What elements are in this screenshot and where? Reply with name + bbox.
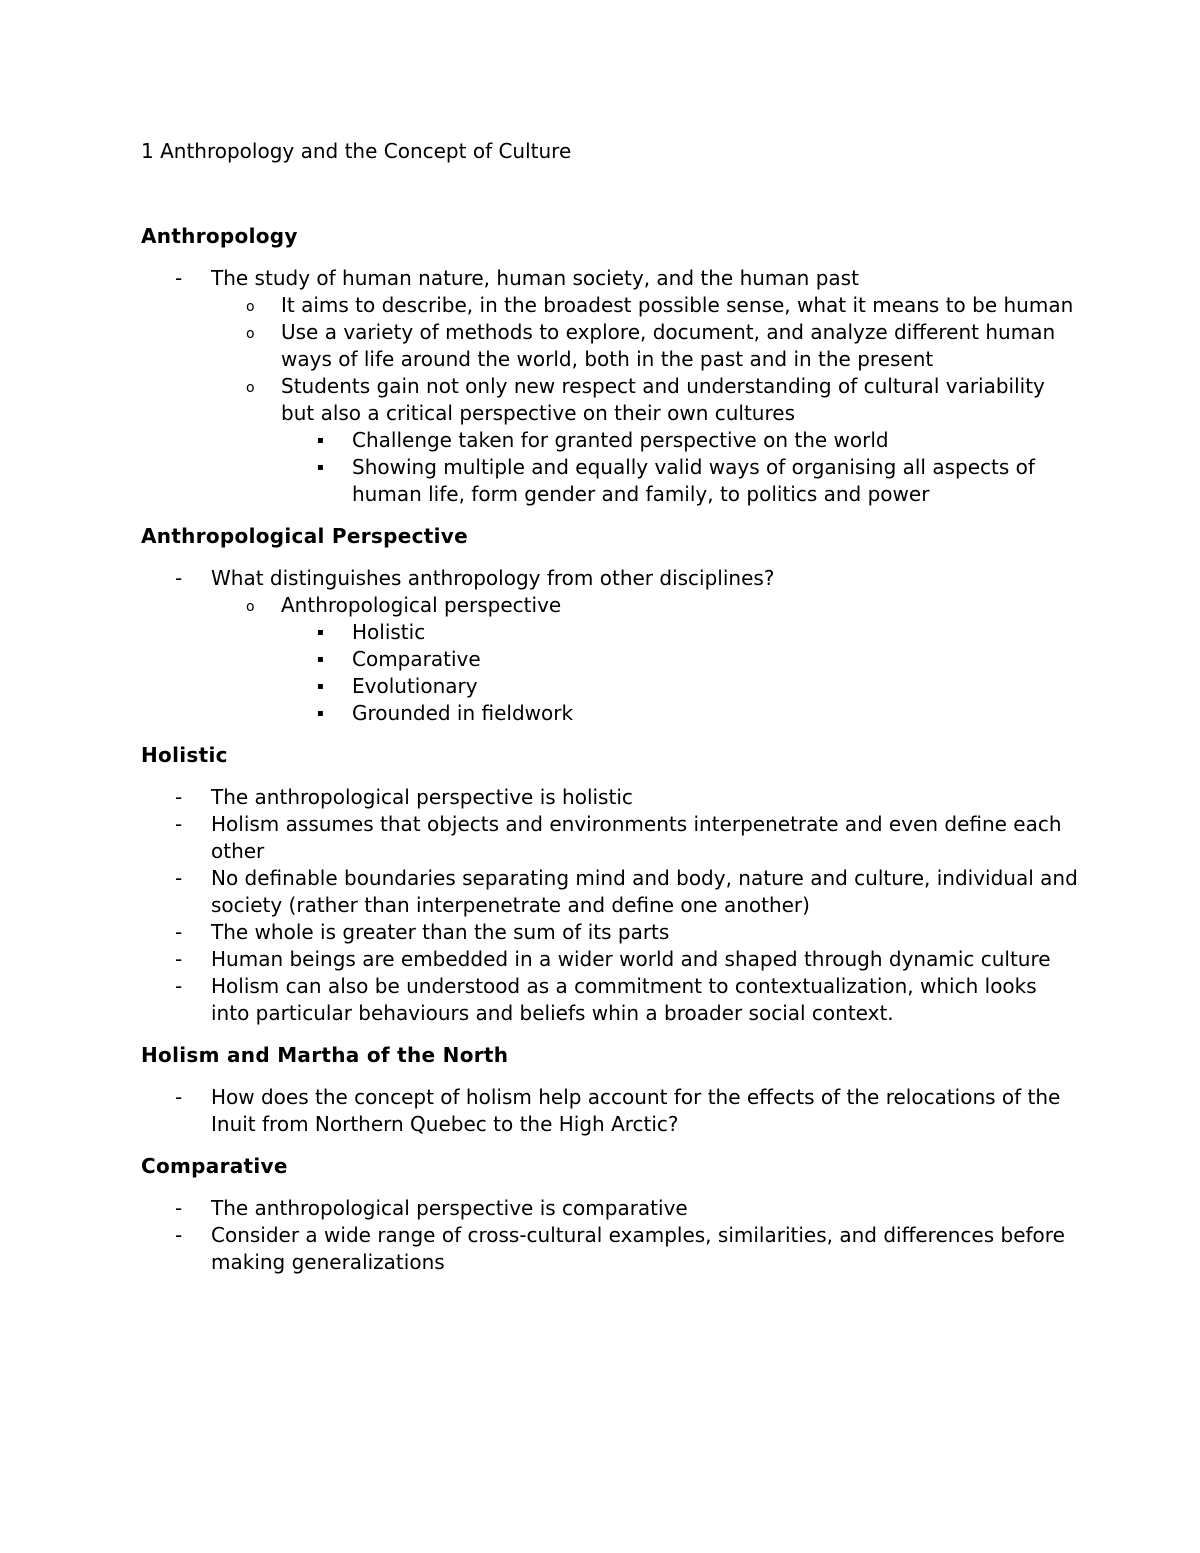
list-item-text: The anthropological perspective is comparative [211, 1196, 688, 1220]
list-item-text: Human beings are embedded in a wider world and shaped through dynamic culture [211, 947, 1051, 971]
section-heading: Anthropology [141, 224, 298, 248]
dash-bullet: - [175, 566, 183, 590]
section [141, 1042, 1081, 1138]
section [141, 742, 1081, 1027]
list-item-text: What distinguishes anthropology from other disciplines? [211, 566, 775, 590]
list-item [141, 784, 1081, 811]
dash-bullet: - [175, 974, 183, 998]
bullet-list [141, 1084, 1081, 1138]
circle-bullet: o [246, 380, 255, 396]
section [141, 523, 1081, 727]
circle-bullet: o [246, 299, 255, 315]
dash-bullet: - [175, 1085, 183, 1109]
list-item-text: The study of human nature, human society, and the human past [211, 266, 859, 290]
bullet-list [141, 784, 1081, 1027]
sub-list [211, 592, 1081, 727]
square-bullet: ▪ [317, 708, 324, 719]
bullet-list [141, 565, 1081, 727]
list-item-text: No definable boundaries separating mind and body, nature and culture, individual and society (rather than interpenetrate and define one another) [211, 866, 1078, 917]
sub-sub-list-item [281, 619, 1081, 646]
dash-bullet: - [175, 812, 183, 836]
list-item-text: Consider a wide range of cross-cultural examples, similarities, and differences before making generalizations [211, 1223, 1065, 1274]
list-item-text: The whole is greater than the sum of its parts [211, 920, 670, 944]
list-item-text: The anthropological perspective is holistic [211, 785, 633, 809]
dash-bullet: - [175, 785, 183, 809]
dash-bullet: - [175, 1196, 183, 1220]
sub-list-item [211, 292, 1081, 319]
dash-bullet: - [175, 866, 183, 890]
sub-list-item-text: Anthropological perspective [281, 593, 562, 617]
square-bullet: ▪ [317, 462, 324, 473]
document-title: 1 Anthropology and the Concept of Culture [141, 139, 572, 163]
list-item [141, 265, 1081, 508]
sub-sub-list-item [281, 673, 1081, 700]
section [141, 223, 1081, 508]
circle-bullet: o [246, 599, 255, 615]
dash-bullet: - [175, 947, 183, 971]
list-item [141, 865, 1081, 919]
sub-list-item-text: Students gain not only new respect and understanding of cultural variability but also a critical perspective on their own cultures [281, 374, 1045, 425]
section-heading: Anthropological Perspective [141, 524, 468, 548]
sub-sub-list-item-text: Evolutionary [352, 674, 478, 698]
sub-sub-list-item [281, 700, 1081, 727]
dash-bullet: - [175, 920, 183, 944]
list-item [141, 565, 1081, 727]
document-body [141, 223, 1081, 1276]
list-item-text: How does the concept of holism help account for the effects of the relocations of the Inuit from Northern Quebec to the High Arctic? [211, 1085, 1061, 1136]
sub-sub-list-item-text: Comparative [352, 647, 481, 671]
list-item [141, 1084, 1081, 1138]
list-item-text: Holism assumes that objects and environments interpenetrate and even define each other [211, 812, 1062, 863]
document-page [141, 138, 1081, 1291]
sub-list [211, 292, 1081, 508]
list-item-text: Holism can also be understood as a commitment to contextualization, which looks into particular behaviours and beliefs whin a broader social context. [211, 974, 1037, 1025]
list-item [141, 1195, 1081, 1222]
sub-list-item [211, 592, 1081, 727]
sub-list-item-text: It aims to describe, in the broadest possible sense, what it means to be human [281, 293, 1074, 317]
dash-bullet: - [175, 266, 183, 290]
sub-list-item [211, 319, 1081, 373]
list-item [141, 1222, 1081, 1276]
section [141, 1153, 1081, 1276]
sub-sub-list-item-text: Grounded in fieldwork [352, 701, 574, 725]
square-bullet: ▪ [317, 435, 324, 446]
bullet-list [141, 265, 1081, 508]
section-heading: Comparative [141, 1154, 288, 1178]
sub-sub-list-item-text: Showing multiple and equally valid ways of organising all aspects of human life, form gender and family, to politics and power [352, 455, 1035, 506]
list-item [141, 946, 1081, 973]
sub-sub-list-item [281, 427, 1081, 454]
sub-list-item-text: Use a variety of methods to explore, document, and analyze different human ways of life around the world, both in the past and in the present [281, 320, 1056, 371]
square-bullet: ▪ [317, 627, 324, 638]
sub-sub-list [281, 619, 1081, 727]
section-heading: Holistic [141, 743, 228, 767]
dash-bullet: - [175, 1223, 183, 1247]
sub-sub-list-item-text: Holistic [352, 620, 426, 644]
square-bullet: ▪ [317, 681, 324, 692]
list-item [141, 811, 1081, 865]
section-heading: Holism and Martha of the North [141, 1043, 509, 1067]
sub-sub-list [281, 427, 1081, 508]
bullet-list [141, 1195, 1081, 1276]
square-bullet: ▪ [317, 654, 324, 665]
sub-list-item [211, 373, 1081, 508]
circle-bullet: o [246, 326, 255, 342]
list-item [141, 973, 1081, 1027]
sub-sub-list-item-text: Challenge taken for granted perspective on the world [352, 428, 889, 452]
sub-sub-list-item [281, 646, 1081, 673]
list-item [141, 919, 1081, 946]
sub-sub-list-item [281, 454, 1081, 508]
